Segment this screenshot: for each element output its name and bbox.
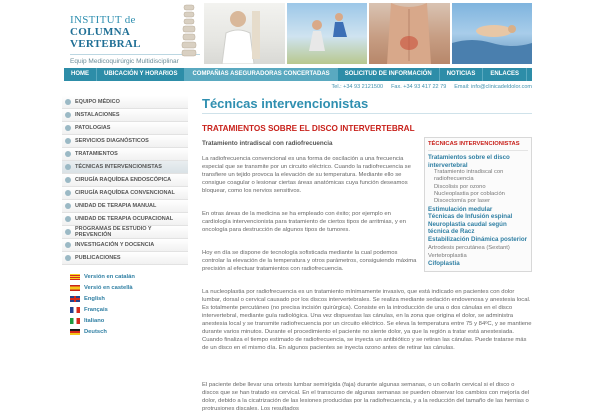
header-photos <box>204 3 532 64</box>
sidebar-item-label: UNIDAD DE TERAPIA MANUAL <box>75 203 157 209</box>
lang-deutsch[interactable] <box>62 326 188 337</box>
contact-email[interactable]: Email: info@clinicadeldolor.com <box>454 84 532 90</box>
submenu-sub-laser[interactable]: Discectomía por laser <box>434 198 491 205</box>
section-subheading: Tratamiento intradiscal con radiofrecuencia <box>202 140 333 147</box>
lang-francais[interactable] <box>62 304 188 315</box>
lang-label: Versión en catalán <box>84 273 135 280</box>
submenu-link-artrodesis[interactable]: Artrodesis percutánea (Sextant) <box>428 244 510 251</box>
submenu-link-estimulacion[interactable]: Estimulación medular <box>428 205 493 213</box>
photo-doctor-spine <box>204 3 285 64</box>
paragraph-1: La radiofrecuencia convencional es una forma de oscilación a una frecuencia especial que se transmite por un circuito eléctrico. Cuando la radiofrecuencia se transfiere un tejido provoca la elevación de su temperatura. Mediante ello se consigue coagular o lesionar ciertas áreas anatómicas cuya función deseamos bloquear, como los nervios sensitivos. <box>202 156 411 194</box>
lang-catalan[interactable] <box>62 271 188 282</box>
paragraph-2: En otras áreas de la medicina se ha empleado con éxito; por ejemplo en cardiología intervencionista para tratamiento de ciertos tipos de arritmias, y en oncología para destrucción de algunos tipos de tumores. <box>202 211 406 233</box>
nav-noticias[interactable]: NOTICIAS <box>440 68 484 81</box>
language-list <box>62 271 188 337</box>
sidebar <box>62 96 188 337</box>
submenu-sub-radiofrecuencia[interactable]: Tratamiento intradiscal con radiofrecuencia <box>434 169 504 183</box>
paragraph-3: Hoy en día se dispone de tecnología sofisticada mediante la cual podemos controlar la elevación de la temperatura y otros parámetros, consiguiendo máxima precisión al efectuar tratamientos con radiofrecuencia. <box>202 250 417 272</box>
sidebar-item-label: PUBLICACIONES <box>75 255 121 261</box>
submenu-link-vertebroplastia[interactable]: Vertebroplastia <box>428 252 467 259</box>
sidebar-item-patologias[interactable] <box>62 122 188 135</box>
sidebar-item-instalaciones[interactable] <box>62 109 188 122</box>
paragraph-5: El paciente debe llevar una ortesis lumbar semirígida (faja) durante algunas semanas, o un collarín cervical si el disco o discos que se han tratado es cervical. En el transcurso de algunas semanas se pueden observar los cambios con mejoría del dolor, debido a la cicatrización de las lesiones producidas por la radiofrecuencia, y a la reducción del tamaño de las hernias o protrusiones discales. Los resultados <box>202 382 530 412</box>
sidebar-item-label: PROGRAMAS DE ESTUDIO Y PREVENCIÓN <box>75 226 152 238</box>
bullet-icon <box>65 242 71 248</box>
bullet-icon <box>65 177 71 183</box>
sidebar-item-tratamientos[interactable] <box>62 148 188 161</box>
sidebar-item-label: PATOLOGIAS <box>75 125 111 131</box>
nav-ubicacion[interactable]: UBICACIÓN Y HORARIOS <box>97 68 185 81</box>
sidebar-item-convencional[interactable] <box>62 187 188 200</box>
bullet-icon <box>65 151 71 157</box>
sidebar-item-label: INSTALACIONES <box>75 112 120 118</box>
photo-back-pain <box>369 3 450 64</box>
main-nav <box>64 68 532 81</box>
lang-italiano[interactable] <box>62 315 188 326</box>
page-title: Técnicas intervencionistas <box>202 96 369 111</box>
flag-spain-icon <box>70 285 80 291</box>
sidebar-item-label: TÉCNICAS INTERVENCIONISTAS <box>75 164 162 170</box>
sidebar-item-label: SERVICIOS DIAGNÓSTICOS <box>75 138 149 144</box>
section-heading: TRATAMIENTOS SOBRE EL DISCO INTERVERTEBRAL <box>202 124 415 133</box>
bullet-icon <box>65 164 71 170</box>
paragraph-4: La nucleoplastia por radiofrecuencia es un tratamiento mínimamente invasivo, que está indicado en pacientes con dolor lumbar, dorsal o cervical causado por los discos intervertebrales. Se realiza mediante sedación endovenosa y anestesia local. Es totalmente percutáneo (no precisa incisión quirúrgica). Consiste en la introducción de una o dos cánulas en el disco intervertebral, mediante guía radiológica. Una vez dispuestas las cánulas, en la zona que origina el dolor, se administra anestesia local y se transmite radiofrecuencia por un circuito eléctrico. Se eleva la temperatura entre 75 y 84ºC, y se mantiene durante varios minutos. Durante el procedimiento el paciente no siente dolor, ya que la región a tratar está anestesiada. Cuando finaliza el tiempo estimado de radiofrecuencia, se inyecta un antibiótico y se retiran las cánulas. Puede tratarse más de un disco en el mismo día. En algunos pacientes se inyecta ozono antes de retirar las cánulas. <box>202 289 532 351</box>
submenu-link-estabilizacion[interactable]: Estabilización Dinámica posterior <box>428 236 528 244</box>
sidebar-item-label: CIRUGÍA RAQUÍDEA CONVENCIONAL <box>75 190 175 196</box>
lang-english[interactable] <box>62 293 188 304</box>
sidebar-item-label: CIRUGÍA RAQUÍDEA ENDOSCÓPICA <box>75 177 172 183</box>
bullet-icon <box>65 203 71 209</box>
logo-tagline: Equip Medicoquirúrgic Multidisciplinar <box>70 58 179 65</box>
bullet-icon <box>65 255 71 261</box>
bullet-icon <box>65 99 71 105</box>
spine-icon <box>176 3 202 59</box>
flag-germany-icon <box>70 329 80 335</box>
sidebar-item-tecnicas[interactable] <box>62 161 188 174</box>
photo-family-playing <box>287 3 368 64</box>
lang-label: Italiano <box>84 317 105 324</box>
photo-swimmer <box>452 3 533 64</box>
sidebar-item-investigacion[interactable] <box>62 239 188 252</box>
header <box>0 0 604 66</box>
lang-castellano[interactable] <box>62 282 188 293</box>
sidebar-item-terapia-manual[interactable] <box>62 200 188 213</box>
nav-companias[interactable]: COMPAÑIAS ASEGURADORAS CONCERTADAS <box>185 68 337 81</box>
contact-bar <box>320 84 532 90</box>
logo-line-1: INSTITUT de <box>70 14 136 26</box>
bullet-icon <box>65 112 71 118</box>
title-divider <box>202 113 532 114</box>
sidebar-item-servicios[interactable] <box>62 135 188 148</box>
submenu-title: TÉCNICAS INTERVENCIONISTAS <box>428 141 528 151</box>
sidebar-item-label: EQUIPO MÉDICO <box>75 99 120 105</box>
contact-fax: Fax. +34 93 417 22 79 <box>391 84 447 90</box>
sidebar-item-label: TRATAMIENTOS <box>75 151 118 157</box>
flag-france-icon <box>70 307 80 313</box>
flag-catalonia-icon <box>70 274 80 280</box>
submenu-sub-coblacion[interactable]: Nucleoplastia por coblación <box>434 191 505 198</box>
bullet-icon <box>65 138 71 144</box>
submenu-link-infusion[interactable]: Técnicas de Infusión espinal <box>428 213 513 221</box>
submenu-link-disco[interactable]: Tratamientos sobre el disco intervertebral <box>428 154 510 169</box>
submenu-link-cifoplastia[interactable]: Cifoplastia <box>428 259 460 267</box>
contact-tel: Tel.: +34 93 2121500 <box>331 84 384 90</box>
logo-line-2: COLUMNA VERTEBRAL <box>70 26 141 50</box>
nav-enlaces[interactable]: ENLACES <box>483 68 527 81</box>
submenu-sub-ozono[interactable]: Discolisis por ozono <box>434 183 486 190</box>
submenu-box <box>424 137 532 272</box>
lang-label: English <box>84 295 105 302</box>
nav-solicitud[interactable]: SOLICITUD DE INFORMACIÓN <box>338 68 440 81</box>
sidebar-item-equipo[interactable] <box>62 96 188 109</box>
bullet-icon <box>65 190 71 196</box>
flag-uk-icon <box>70 296 80 302</box>
bullet-icon <box>65 216 71 222</box>
bullet-icon <box>65 229 71 235</box>
sidebar-item-publicaciones[interactable] <box>62 252 188 265</box>
sidebar-item-endoscopica[interactable] <box>62 174 188 187</box>
sidebar-item-programas[interactable] <box>62 226 188 239</box>
lang-label: Deutsch <box>84 328 107 335</box>
submenu-link-neuroplastia[interactable]: Neuroplastia caudal según técnica de Racz <box>428 220 507 236</box>
sidebar-item-label: UNIDAD DE TERAPIA OCUPACIONAL <box>75 216 174 222</box>
sidebar-item-terapia-ocupacional[interactable] <box>62 213 188 226</box>
bullet-icon <box>65 125 71 131</box>
lang-label: Versió en castellà <box>84 284 133 291</box>
flag-italy-icon <box>70 318 80 324</box>
lang-label: Français <box>84 306 108 313</box>
nav-home[interactable]: HOME <box>64 68 97 81</box>
sidebar-item-label: INVESTIGACIÓN Y DOCENCIA <box>75 242 155 248</box>
